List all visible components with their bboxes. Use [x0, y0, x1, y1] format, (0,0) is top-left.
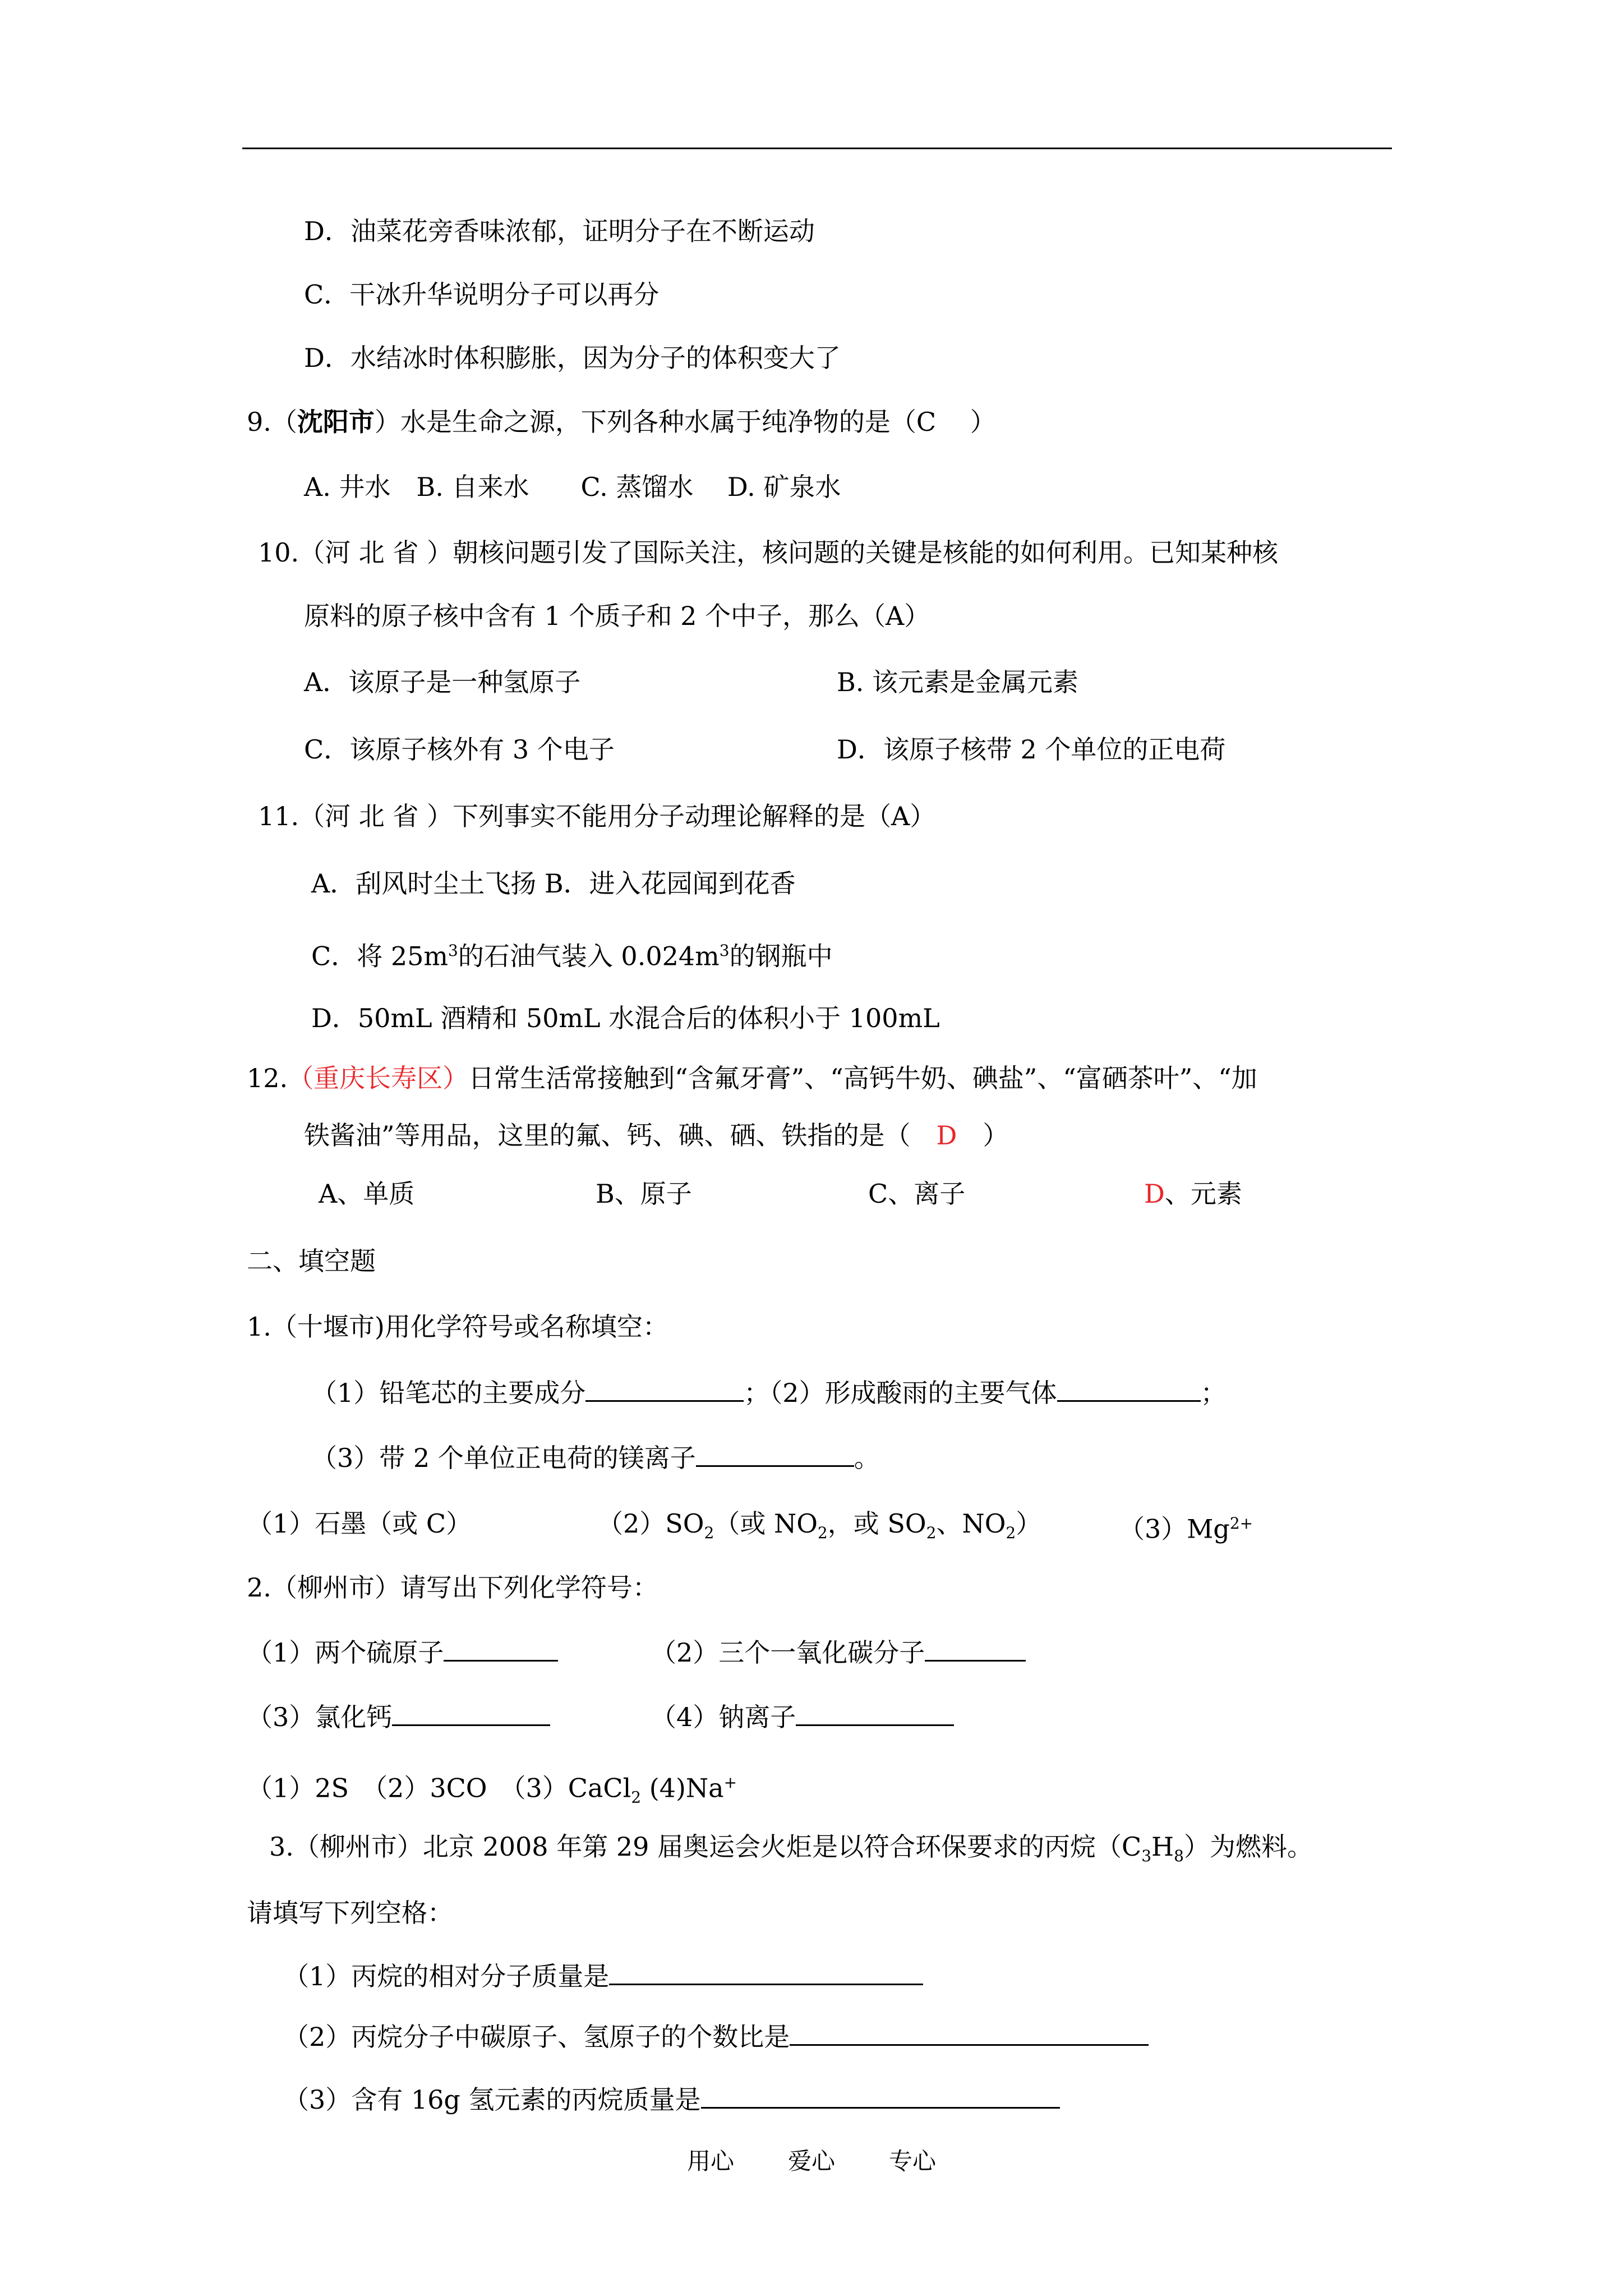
f3-stem-line2: 请填写下列空格：: [247, 1898, 453, 1928]
q12-option-c: C、离子: [868, 1179, 966, 1209]
answer-blank[interactable]: [392, 1700, 550, 1726]
q11-option-ab: A．刮风时尘土飞扬 B．进入花园闻到花香: [311, 868, 796, 899]
f2-answers: （1）2S （2）3CO （3）CaCl$_2$ (4)Na+: [247, 1773, 737, 1807]
q10-option-a: A．该原子是一种氢原子: [304, 667, 581, 697]
q11-option-c: C．将 $25m^3$的石油气装入 $0.024m^3$的钢瓶中: [311, 941, 833, 972]
q9-region: 沈阳市: [297, 407, 375, 437]
f2-part-4: （4）钠离子: [651, 1700, 954, 1734]
answer-blank[interactable]: [790, 2019, 1149, 2046]
q12-region: （重庆长寿区）: [288, 1063, 469, 1093]
q12-stem-line2: 铁酱油”等用品，这里的氟、钙、碘、硒、铁指的是（ D ）: [304, 1120, 1009, 1151]
section-heading: 二、填空题: [247, 1246, 376, 1276]
f1-title: 1.（十堰市)用化学符号或名称填空：: [247, 1312, 668, 1342]
f1-line-part-3: （3）带 2 个单位正电荷的镁离子 。: [311, 1441, 880, 1475]
q11-option-d: D．50mL 酒精和 50mL 水混合后的体积小于 100mL: [311, 1003, 940, 1033]
answer-blank[interactable]: [925, 1635, 1026, 1662]
q12-option-b: B、原子: [596, 1179, 692, 1209]
f2-part-3: （3）氯化钙: [247, 1700, 550, 1734]
f1-answer-1: （1）石墨（或 C）: [247, 1508, 472, 1539]
q11-stem: 11.（河 北 省 ）下列事实不能用分子动理论解释的是（A）: [258, 801, 936, 831]
q8-option-d1: D．油菜花旁香味浓郁，证明分子在不断运动: [304, 216, 815, 246]
q9-options: A. 井水 B. 自来水 C. 蒸馏水 D. 矿泉水: [304, 472, 841, 502]
q8-option-d2: D．水结冰时体积膨胀，因为分子的体积变大了: [304, 343, 841, 373]
q12-option-d: D、元素: [1144, 1179, 1242, 1209]
answer-blank[interactable]: [796, 1700, 954, 1726]
answer-blank[interactable]: [701, 2082, 1060, 2109]
f3-stem-line1: 3.（柳州市）北京 2008 年第 29 届奥运会火炬是以符合环保要求的丙烷$(C_3H_8)$为燃料。: [269, 1832, 1313, 1866]
f3-part-3: （3）含有 16g 氢元素的丙烷质量是: [283, 2082, 1060, 2116]
footer-text: 专心: [889, 2147, 937, 2175]
answer-blank[interactable]: [696, 1441, 854, 1467]
q12-stem-line1: 12.（重庆长寿区）日常生活常接触到“含氟牙膏”、“高钙牛奶、碘盐”、“富硒茶叶”、“加: [247, 1063, 1257, 1093]
page-footer: [0, 2143, 1623, 2177]
q10-stem-line1: 10.（河 北 省 ）朝核问题引发了国际关注，核问题的关键是核能的如何利用。已知某种核: [258, 537, 1279, 568]
q12-answer: D: [936, 1120, 957, 1151]
f2-part-1: （1）两个硫原子: [247, 1635, 558, 1669]
f1-answer-2: $(2)SO_2$（或 $NO_2$，或 $SO_2$、$NO_2$）: [597, 1508, 1042, 1543]
footer-text: 爱心: [787, 2147, 835, 2175]
f2-title: 2.（柳州市）请写出下列化学符号：: [247, 1572, 658, 1603]
f3-part-2: （2）丙烷分子中碳原子、氢原子的个数比是: [283, 2019, 1149, 2054]
f1-answer-3: $(3)Mg^{2+}$: [1119, 1513, 1253, 1544]
footer-text: 用心: [686, 2147, 734, 2175]
q8-option-c: C．干冰升华说明分子可以再分: [304, 279, 660, 310]
f1-line-parts-1-2: （1）铅笔芯的主要成分 ；（2）形成酸雨的主要气体 ；: [311, 1375, 1227, 1410]
q10-option-d: D．该原子核带 2 个单位的正电荷: [837, 734, 1226, 765]
answer-blank[interactable]: [585, 1375, 744, 1402]
answer-blank[interactable]: [444, 1635, 558, 1662]
answer-blank[interactable]: [1057, 1375, 1201, 1402]
q12-option-a: A、单质: [319, 1179, 415, 1209]
q10-option-c: C．该原子核外有 3 个电子: [304, 734, 615, 765]
q10-option-b: B. 该元素是金属元素: [837, 667, 1079, 697]
q9-stem: 9.（沈阳市）水是生命之源，下列各种水属于纯净物的是（C ）: [247, 407, 996, 437]
header-rule: [242, 148, 1392, 149]
f3-part-1: （1）丙烷的相对分子质量是: [283, 1959, 923, 1993]
f2-part-2: （2）三个一氧化碳分子: [651, 1635, 1026, 1669]
answer-blank[interactable]: [609, 1959, 923, 1985]
q10-stem-line2: 原料的原子核中含有 1 个质子和 2 个中子，那么（A）: [304, 601, 930, 631]
